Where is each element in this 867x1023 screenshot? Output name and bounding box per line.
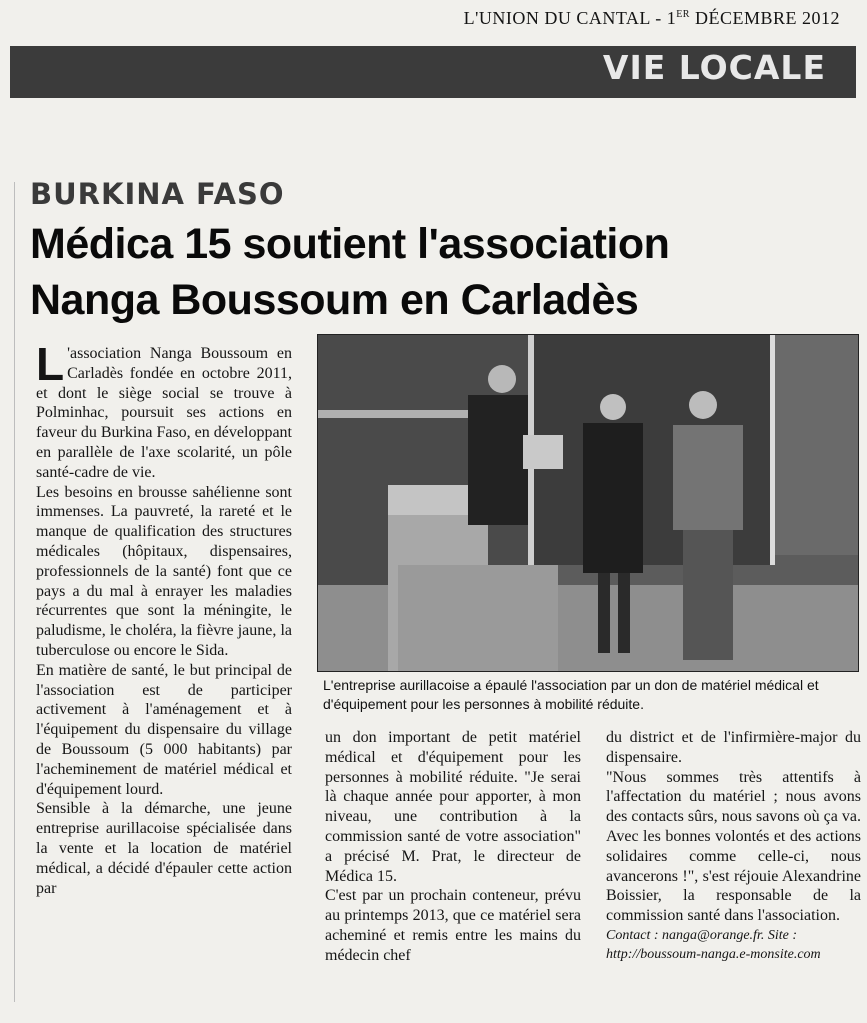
article-kicker: BURKINA FASO xyxy=(30,177,285,211)
article-column-3 xyxy=(606,728,861,964)
photo-illustration xyxy=(318,335,858,671)
paragraph: un don important de petit matériel médical et d'équipement pour les personnes à mobilité réduite. "Je serai là chaque année pour apporter, à mon niveau, une contribution à la commission santé de votre association" a précisé M. Prat, le directeur de Médica 15. xyxy=(325,729,581,885)
drop-cap: L xyxy=(36,338,65,390)
publication-date: DÉCEMBRE 2012 xyxy=(689,8,840,28)
article-column-2 xyxy=(325,728,581,966)
contact-info: Contact : nanga@orange.fr. Site : http://boussoum-nanga.e-monsite.com xyxy=(606,927,821,962)
paragraph: C'est par un prochain conteneur, prévu au printemps 2013, que ce matériel sera acheminé et remis entre les mains du médecin chef xyxy=(325,887,581,964)
paragraph xyxy=(36,338,292,483)
newspaper-masthead xyxy=(400,8,840,34)
section-label: VIE LOCALE xyxy=(602,48,826,87)
date-superscript: ER xyxy=(676,9,690,20)
paragraph: "Nous sommes très attentifs à l'affectation du matériel ; nous avons des contacts sûrs, nous savons où ça va. Avec les bonnes volontés et des actions solidaires comme celle-ci, nous avancerons !", s'est réjouie Alexandrine Boissier, la responsable de la commission santé dans l'association. xyxy=(606,768,861,925)
paragraph: du district et de l'infirmière-major du dispensaire. xyxy=(606,729,861,766)
paragraph-text: 'association Nanga Boussoum en Carladès fondée en octobre 2011, et dont le siège social se trouve à Polminhac, poursuit ses actions en faveur du Burkina Faso, en développant en parallèle de l'axe scolarité, un pôle santé-cadre de vie. xyxy=(36,345,292,481)
paragraph: En matière de santé, le but principal de l'association est de participer activement à l'aménagement et à l'équipement du dispensaire du village de Boussoum (5 000 habitants) par l'acheminement de matériel médical et d'équipement lourd. xyxy=(36,661,292,798)
article-photo xyxy=(317,334,859,672)
paragraph: Les besoins en brousse sahélienne sont immenses. La pauvreté, la rareté et le manque de qualification des structures médicales (hôpitaux, dispensaires, professionnels de la santé) font que ce pays a du mal à enrayer les maladies récurrentes que sont la méningite, le paludisme, le choléra, la fièvre jaune, la tuberculose ou encore le Sida. xyxy=(36,483,292,659)
article-column-1 xyxy=(36,338,292,898)
photo-caption: L'entreprise aurillacoise a épaulé l'association par un don de matériel médical et d'équipement pour les personnes à mobilité réduite. xyxy=(323,677,819,712)
headline-line-1: Médica 15 soutient l'association xyxy=(30,220,670,268)
column-divider xyxy=(14,182,15,1002)
headline-line-2: Nanga Boussoum en Carladès xyxy=(30,276,639,324)
newspaper-name: L'UNION DU CANTAL - 1 xyxy=(463,8,677,28)
article-headline xyxy=(30,216,830,328)
section-banner xyxy=(10,46,856,98)
paragraph: Sensible à la démarche, une jeune entreprise aurillacoise spécialisée dans la vente et la location de matériel médical, a décidé d'épauler cette action par xyxy=(36,800,292,897)
